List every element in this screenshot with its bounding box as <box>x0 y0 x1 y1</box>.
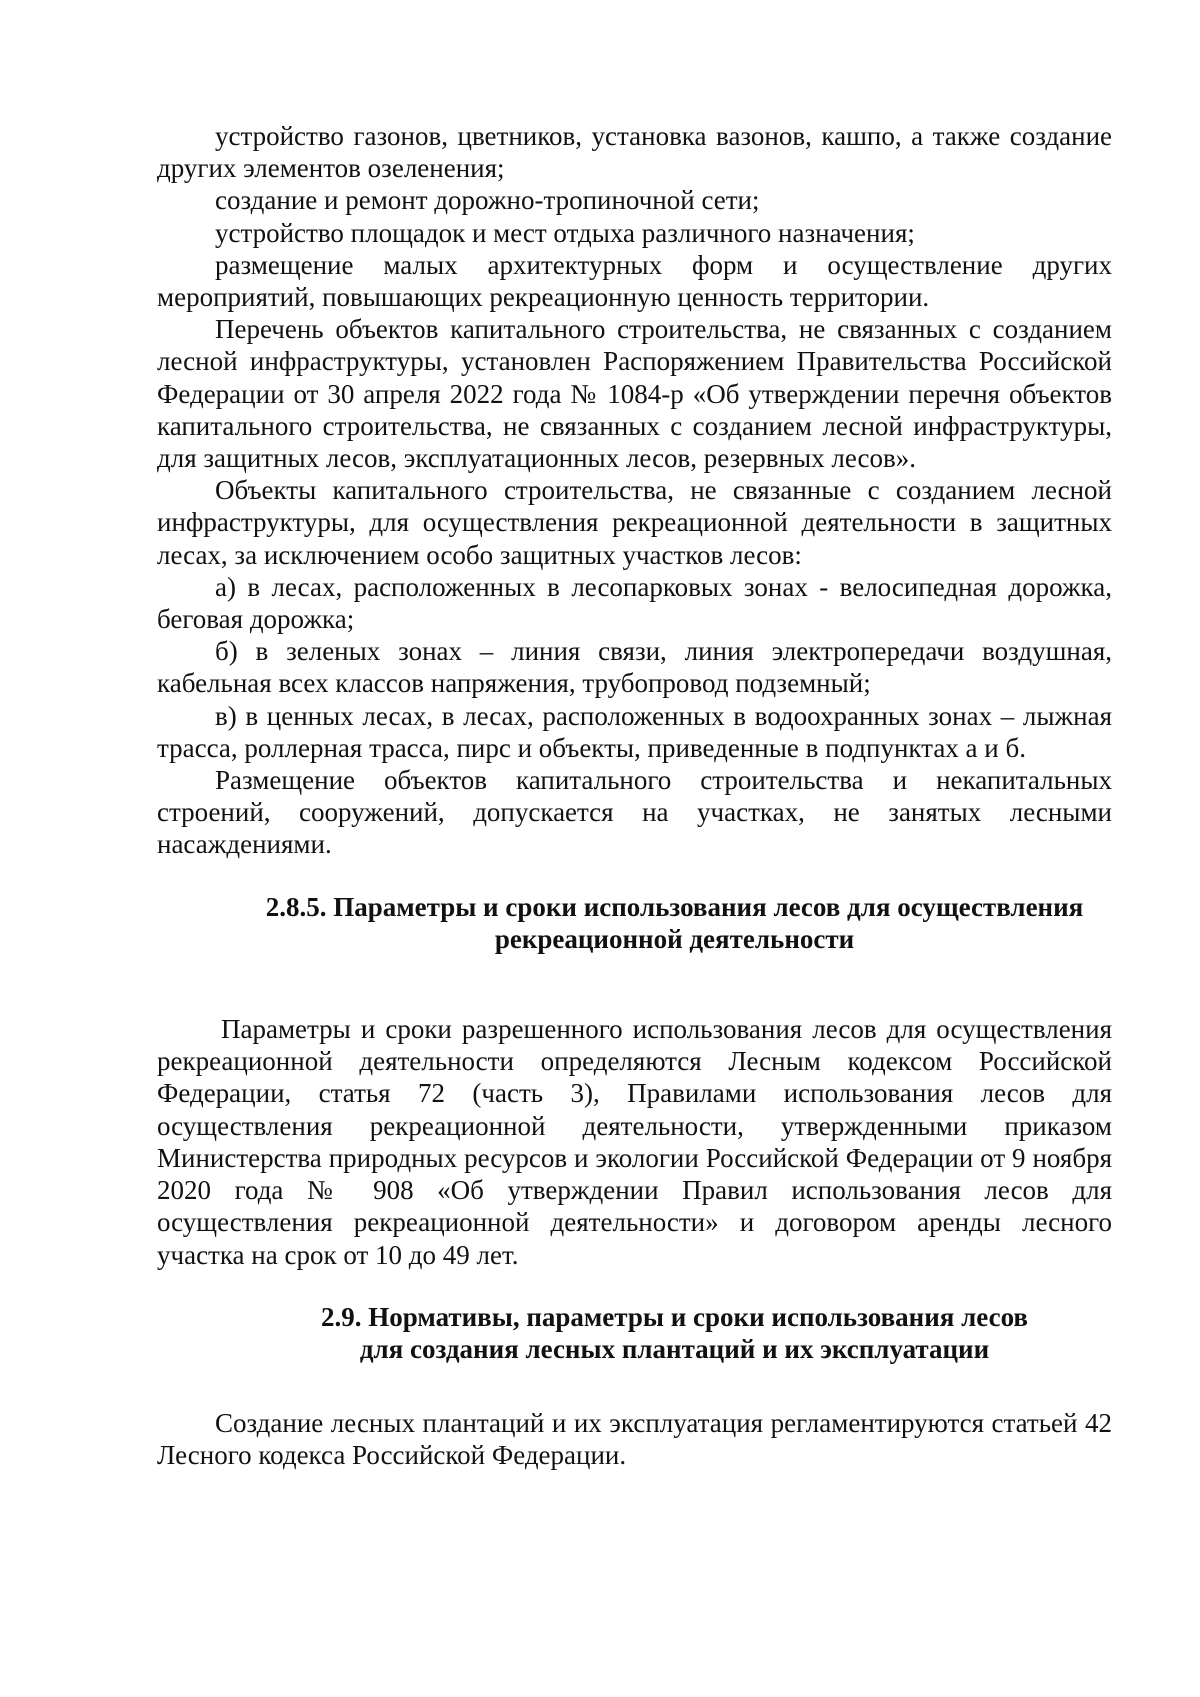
section-heading-2-8-5-line1: 2.8.5. Параметры и сроки использования лесов для осуществления <box>265 891 1084 922</box>
paragraph-small-forms: размещение малых архитектурных форм и осуществление других мероприятий, повышающих рекреационную ценность территории. <box>157 249 1112 313</box>
paragraph-paths: создание и ремонт дорожно-тропиночной сети; <box>215 185 760 216</box>
section-heading-2-8-5 <box>157 891 1112 955</box>
paragraph-recreation-parameters: Параметры и сроки разрешенного использования лесов для осуществления рекреационной деятельности определяются Лесным кодексом Российской Федерации, статья 72 (часть 3), Правилами использования лесов для осуществления рекреационной деятельности, утвержденными приказом Министерства природных ресурсов и экологии Российской Федерации от 9 ноября 2020 года № 908 «Об утверждении Правил использования лесов для осуществления рекреационной деятельности» и договором аренды лесного участка на срок от 10 до 49 лет. <box>157 1014 1112 1270</box>
paragraph-item-b: б) в зеленых зонах – линия связи, линия электропередачи воздушная, кабельная всех классов напряжения, трубопровод подземный; <box>157 636 1112 699</box>
paragraph-lawns: устройство газонов, цветников, установка вазонов, кашпо, а также создание других элементов озеленения; <box>157 121 1112 184</box>
paragraph-capital-objects-list: Перечень объектов капитального строительства, не связанных с созданием лесной инфраструктуры, установлен Распоряжением Правительства Российской Федерации от 30 апреля 2022 года № 1084-р «Об утверждении перечня объектов капитального строительства, не связанных с созданием лесной инфраструктуры, для защитных лесов, эксплуатационных лесов, резервных лесов». <box>157 314 1112 474</box>
paragraph-item-a: а) в лесах, расположенных в лесопарковых зонах - велосипедная дорожка, беговая дорожка; <box>157 571 1112 635</box>
section-heading-2-9-line1: 2.9. Нормативы, параметры и сроки использования лесов <box>321 1301 1028 1332</box>
section-heading-2-8-5-line2: рекреационной деятельности <box>494 923 855 954</box>
section-heading-2-9 <box>157 1301 1112 1365</box>
paragraph-placement: Размещение объектов капитального строительства и некапитальных строений, сооружений, допускается на участках, не занятых лесными насаждениями. <box>157 765 1112 860</box>
paragraph-plantations: Создание лесных плантаций и их эксплуатация регламентируются статьей 42 Лесного кодекса Российской Федерации. <box>157 1408 1112 1471</box>
section-heading-2-9-line2: для создания лесных плантаций и их эксплуатации <box>359 1333 990 1364</box>
paragraph-capital-objects-protective: Объекты капитального строительства, не связанные с созданием лесной инфраструктуры, для осуществления рекреационной деятельности в защитных лесах, за исключением особо защитных участков лесов: <box>157 475 1112 570</box>
paragraph-item-c: в) в ценных лесах, в лесах, расположенных в водоохранных зонах – лыжная трасса, роллерная трасса, пирс и объекты, приведенные в подпунктах а и б. <box>157 700 1112 763</box>
document-body <box>157 120 1112 1472</box>
paragraph-rest-areas: устройство площадок и мест отдыха различного назначения; <box>215 217 915 248</box>
